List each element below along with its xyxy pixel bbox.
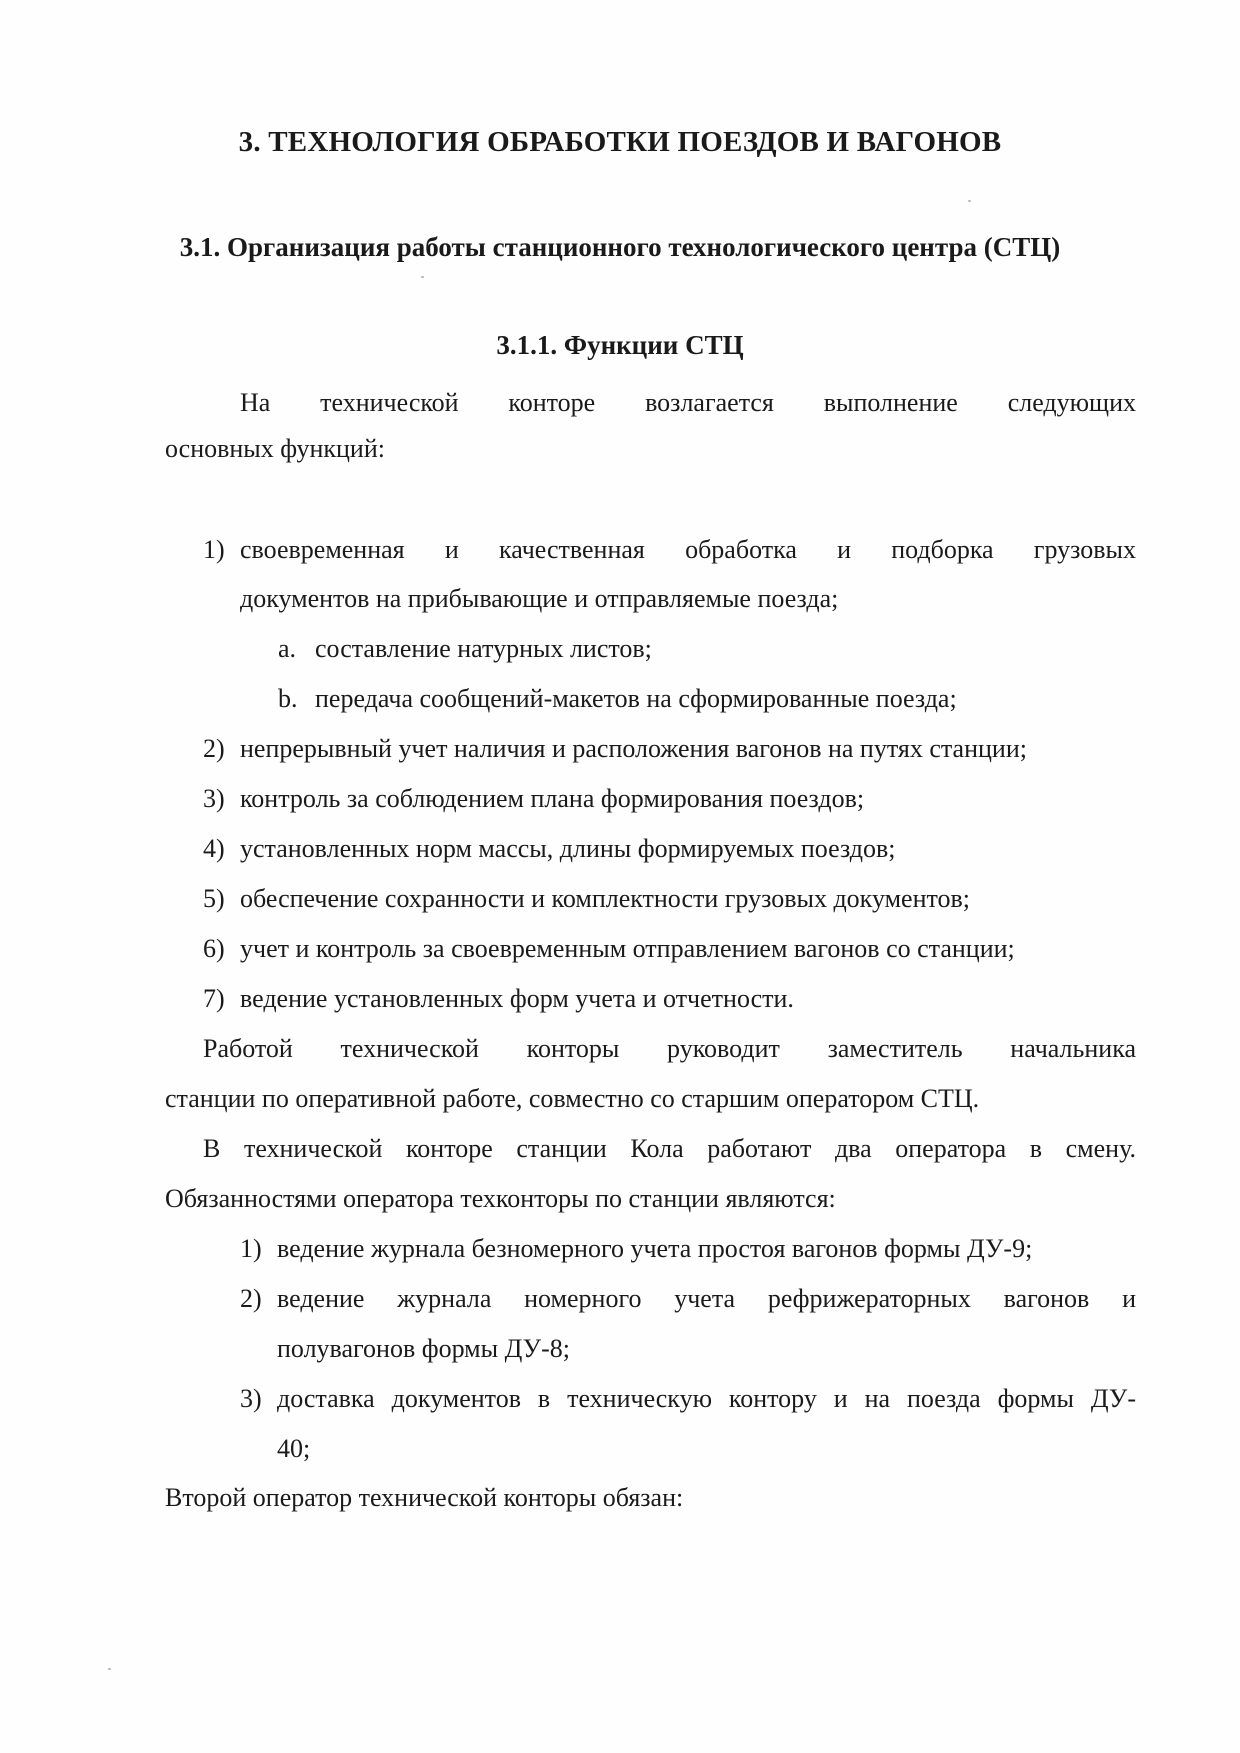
duty-3-number: 3) — [240, 1384, 262, 1413]
function-4-number: 4) — [203, 834, 225, 863]
scan-speck — [968, 200, 971, 202]
function-5-number: 5) — [203, 884, 225, 913]
function-1-sub-a-marker: a. — [278, 634, 297, 663]
duty-3-line-1: доставка документов в техническую контору и на поезда формы ДУ- — [277, 1384, 1136, 1413]
function-7-text: ведение установленных форм учета и отчетности. — [240, 984, 794, 1013]
function-1-line-1: своевременная и качественная обработка и подборка грузовых — [240, 535, 1136, 564]
subsection-heading: 3.1.1. Функции СТЦ — [496, 330, 744, 360]
function-7-number: 7) — [203, 984, 225, 1013]
function-1-sub-b-marker: b. — [278, 684, 298, 713]
duty-2-line-1: ведение журнала номерного учета рефрижераторных вагонов и — [277, 1284, 1136, 1313]
para-head-line-1: Работой технической конторы руководит заместитель начальника — [203, 1034, 1136, 1063]
duty-1-text: ведение журнала безномерного учета простоя вагонов формы ДУ-9; — [277, 1234, 1033, 1263]
section-heading: 3.1. Организация работы станционного технологического центра (СТЦ) — [179, 232, 1061, 262]
function-2-text: непрерывный учет наличия и расположения вагонов на путях станции; — [240, 734, 1027, 763]
function-6-number: 6) — [203, 934, 225, 963]
intro-line-1: На технической конторе возлагается выполнение следующих — [240, 388, 1136, 417]
para-kola-line-1: В технической конторе станции Кола работают два оператора в смену. — [203, 1134, 1136, 1163]
intro-line-2: основных функций: — [165, 434, 385, 463]
para-head-line-2: станции по оперативной работе, совместно со старшим оператором СТЦ. — [165, 1084, 980, 1113]
scan-speck — [421, 276, 424, 278]
duty-2-line-2: полувагонов формы ДУ-8; — [277, 1334, 570, 1363]
chapter-heading: 3. ТЕХНОЛОГИЯ ОБРАБОТКИ ПОЕЗДОВ И ВАГОНОВ — [238, 126, 1002, 158]
function-2-number: 2) — [203, 734, 225, 763]
para-kola-line-2: Обязанностями оператора техконторы по станции являются: — [165, 1184, 836, 1213]
function-1-sub-a-text: составление натурных листов; — [315, 634, 652, 663]
function-4-text: установленных норм массы, длины формируемых поездов; — [240, 834, 896, 863]
duty-1-number: 1) — [240, 1234, 262, 1263]
function-6-text: учет и контроль за своевременным отправлением вагонов со станции; — [240, 934, 1015, 963]
function-3-number: 3) — [203, 784, 225, 813]
duty-3-line-2: 40; — [277, 1434, 311, 1463]
function-3-text: контроль за соблюдением плана формирования поездов; — [240, 784, 865, 813]
scan-speck — [108, 1668, 111, 1670]
function-1-line-2: документов на прибывающие и отправляемые поезда; — [240, 584, 839, 613]
function-1-number: 1) — [203, 535, 225, 564]
function-1-sub-b-text: передача сообщений-макетов на сформированные поезда; — [315, 684, 957, 713]
closing-line: Второй оператор технической конторы обязан: — [165, 1483, 684, 1512]
function-5-text: обеспечение сохранности и комплектности грузовых документов; — [240, 884, 971, 913]
duty-2-number: 2) — [240, 1284, 262, 1313]
